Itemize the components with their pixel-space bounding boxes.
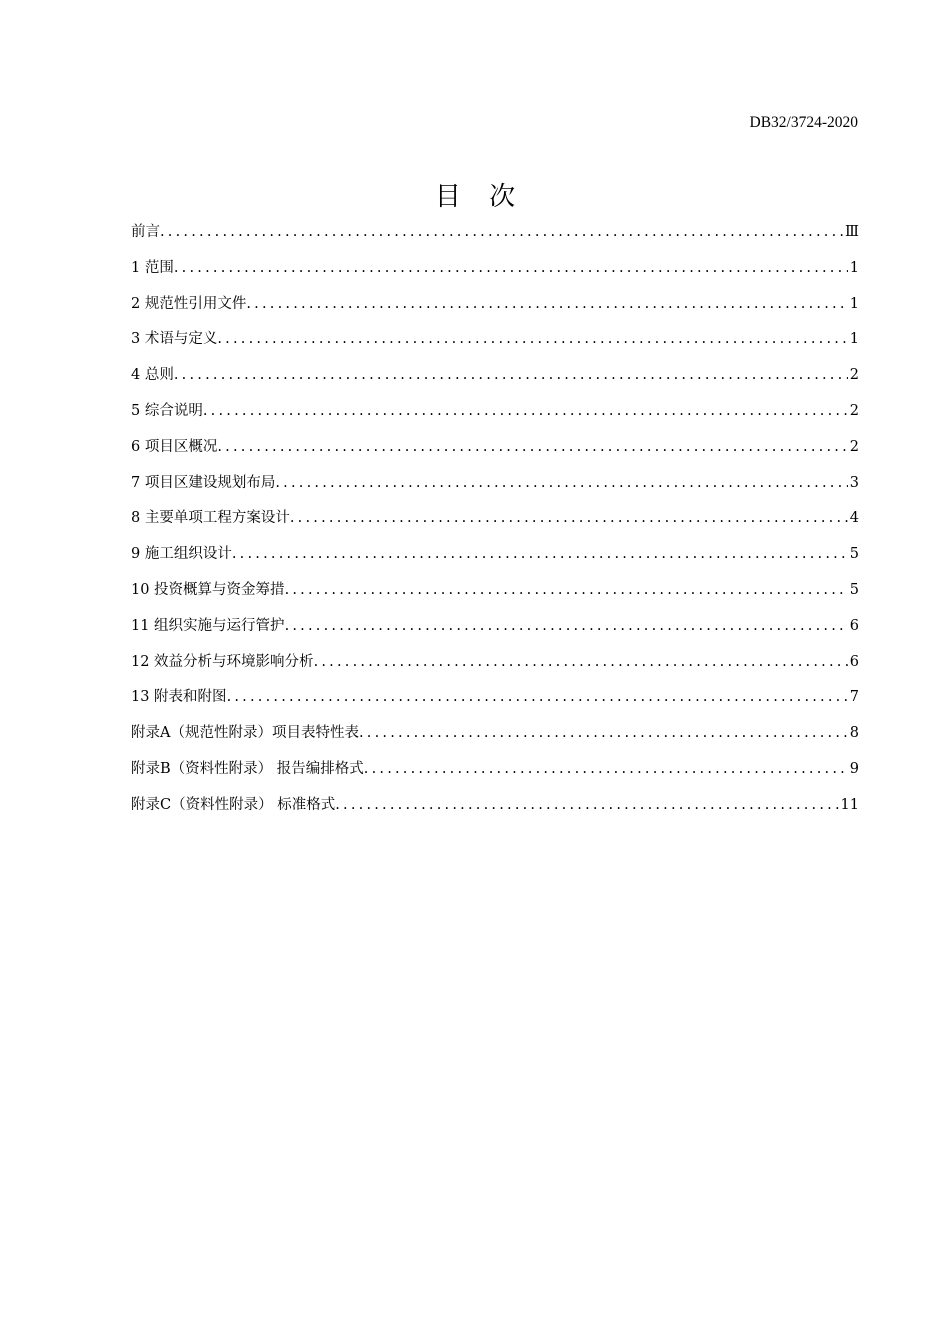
toc-entry-label: 2 规范性引用文件 (131, 295, 247, 312)
dot-leader (232, 542, 848, 566)
toc-entry-page: 2 (849, 402, 859, 419)
toc-entry[interactable] (131, 471, 859, 507)
toc-entry-page: 8 (849, 725, 859, 742)
toc-entry-label: 附录B（资料性附录） 报告编排格式 (131, 760, 364, 777)
page-title: 目 次 (434, 182, 526, 212)
toc-entry-label: 9 施工组织设计 (131, 546, 232, 563)
toc-entry[interactable] (131, 506, 859, 542)
standard-code: DB32/3724-2020 (749, 114, 858, 131)
toc-entry[interactable] (131, 399, 859, 435)
toc-entry-page: 6 (849, 617, 859, 634)
toc-entry-label: 7 项目区建设规划布局 (131, 474, 276, 491)
toc-entry[interactable] (131, 757, 859, 793)
toc-entry[interactable] (131, 220, 859, 256)
toc-entry-label: 前言 (131, 224, 160, 240)
toc-entry[interactable] (131, 578, 859, 614)
toc-entry-page: 4 (849, 510, 859, 527)
toc-entry-page: 5 (849, 546, 859, 563)
dot-leader (359, 721, 848, 745)
toc-entry-label: 3 术语与定义 (131, 331, 218, 348)
toc-entry-label: 11 组织实施与运行管护 (131, 617, 285, 634)
toc-entry-page: 9 (849, 760, 859, 777)
toc-entry-label: 4 总则 (131, 367, 174, 384)
toc-entry-page: 2 (849, 367, 859, 384)
dot-leader (246, 292, 847, 316)
dot-leader (275, 471, 847, 495)
toc-entry[interactable] (131, 256, 859, 292)
toc-entry-page: 2 (849, 438, 859, 455)
toc-entry-label: 1 范围 (131, 259, 174, 276)
table-of-contents (131, 220, 859, 829)
toc-entry-page: 7 (849, 689, 859, 706)
toc-entry-page: 5 (849, 581, 859, 598)
toc-entry-label: 13 附表和附图 (131, 689, 227, 706)
dot-leader (160, 220, 843, 244)
dot-leader (285, 578, 848, 602)
toc-entry-page: 6 (849, 653, 859, 670)
toc-entry-page: 1 (849, 331, 859, 348)
toc-entry[interactable] (131, 793, 859, 829)
toc-entry-label: 附录C（资料性附录） 标准格式 (131, 796, 336, 813)
toc-entry-page: 3 (849, 474, 859, 491)
dot-leader (217, 327, 847, 351)
toc-entry-label: 6 项目区概况 (131, 438, 218, 455)
dot-leader (203, 399, 848, 423)
toc-entry-label: 12 效益分析与环境影响分析 (131, 653, 314, 670)
toc-entry[interactable] (131, 721, 859, 757)
toc-entry-label: 10 投资概算与资金筹措 (131, 581, 285, 598)
toc-entry[interactable] (131, 650, 859, 686)
toc-entry-label: 5 综合说明 (131, 402, 203, 419)
toc-entry-page: 11 (840, 796, 859, 813)
dot-leader (285, 614, 848, 638)
toc-entry[interactable] (131, 327, 859, 363)
toc-entry-page: Ⅲ (845, 224, 859, 240)
dot-leader (335, 793, 838, 817)
toc-entry-page: 1 (849, 295, 859, 312)
toc-entry-label: 附录A（规范性附录）项目表特性表 (131, 725, 359, 742)
toc-entry-label: 8 主要单项工程方案设计 (131, 510, 290, 527)
toc-entry[interactable] (131, 614, 859, 650)
dot-leader (290, 506, 848, 530)
toc-entry[interactable] (131, 363, 859, 399)
dot-leader (174, 363, 848, 387)
dot-leader (314, 650, 848, 674)
toc-entry[interactable] (131, 292, 859, 328)
dot-leader (217, 435, 847, 459)
dot-leader (227, 685, 848, 709)
toc-entry[interactable] (131, 685, 859, 721)
dot-leader (364, 757, 848, 781)
dot-leader (174, 256, 848, 280)
toc-entry[interactable] (131, 542, 859, 578)
toc-entry-page: 1 (849, 259, 859, 276)
toc-entry[interactable] (131, 435, 859, 471)
